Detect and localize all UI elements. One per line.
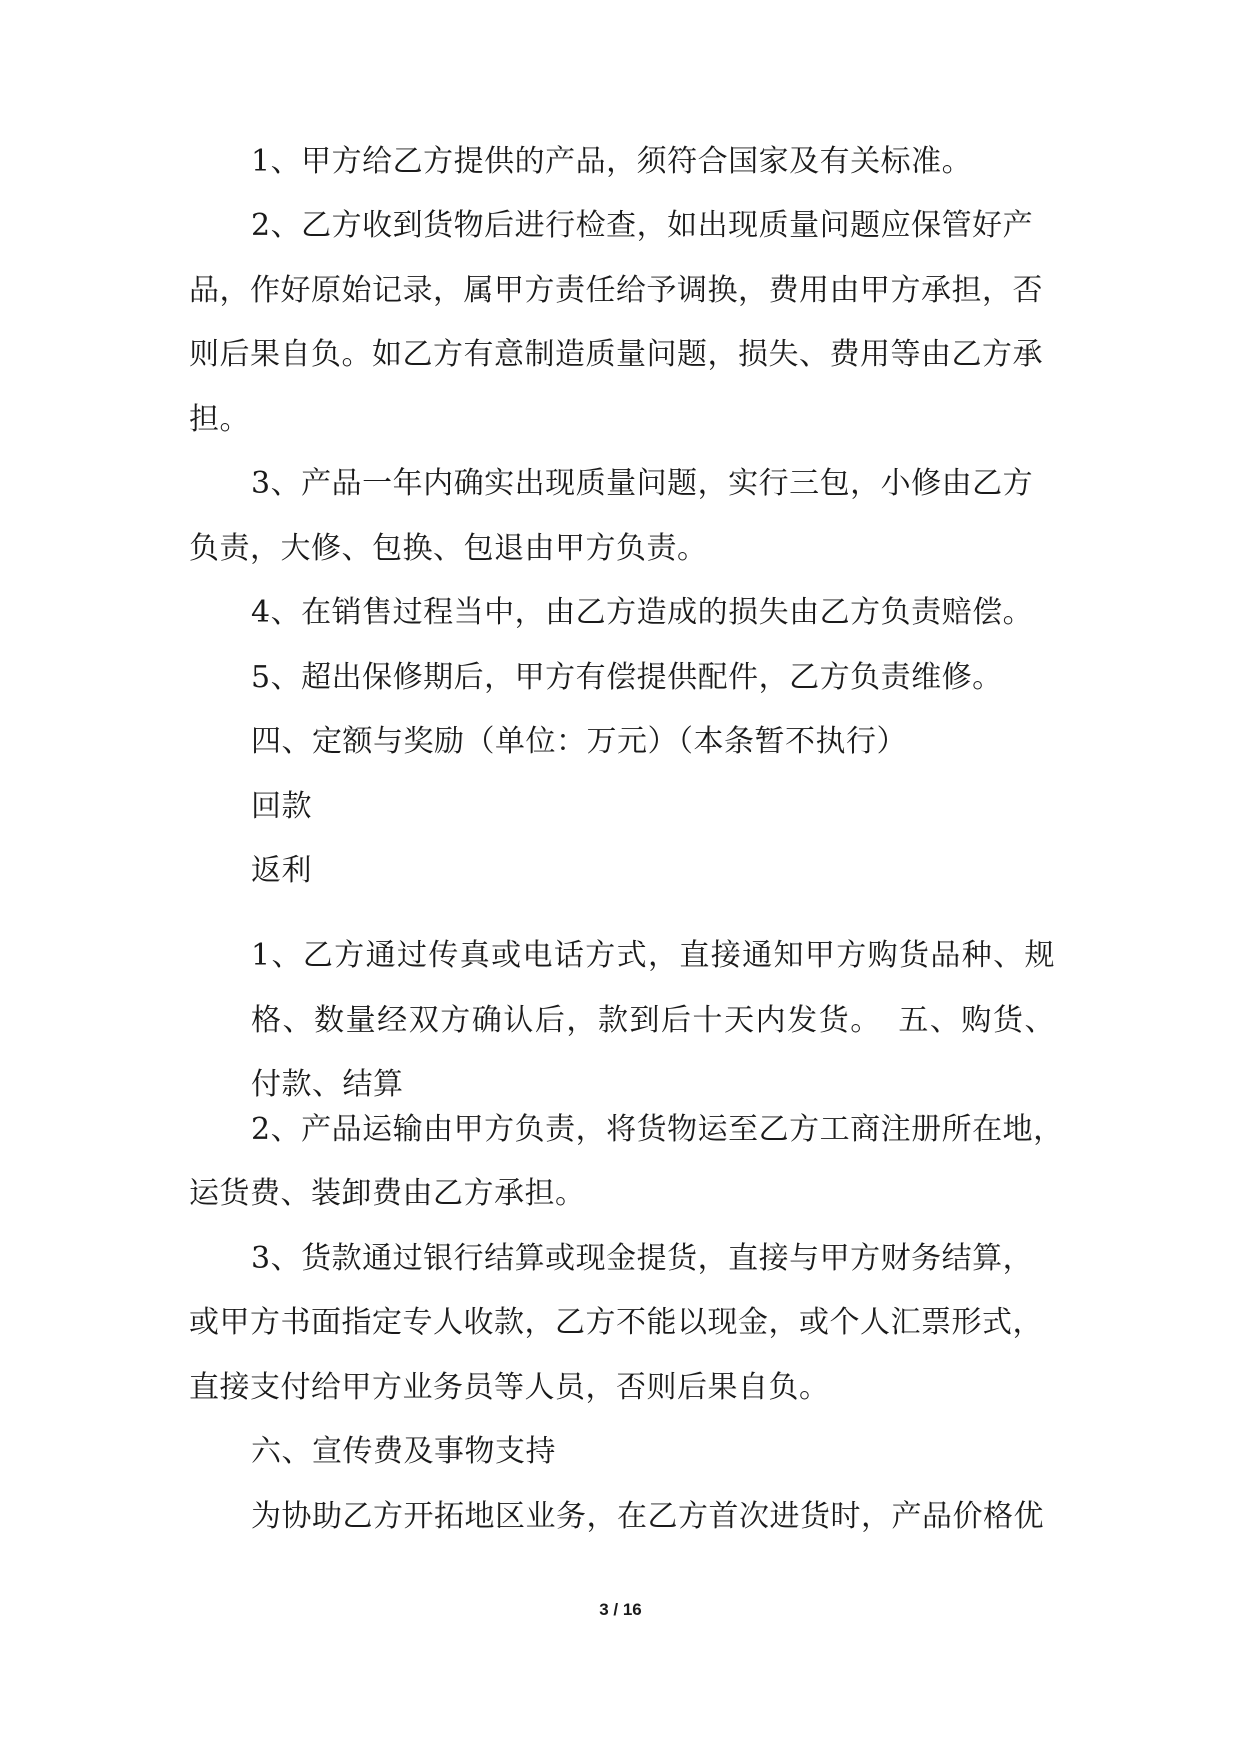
paragraph-line: 或甲方书面指定专人收款，乙方不能以现金，或个人汇票形式， (189, 1305, 1043, 1340)
paragraph-line: 3、产品一年内确实出现质量问题，实行三包，小修由乙方 (251, 466, 1034, 501)
paragraph-text: 1、乙方通过传真或电话方式，直接通知甲方购货品种、规格、数量经双方确认后，款到后十天内发货。 五、购货、付款、结算 (251, 938, 1055, 1102)
paragraph-line: 2、乙方收到货物后进行检查，如出现质量问题应保管好产 (251, 208, 1034, 243)
paragraph-line: 返利 (251, 853, 312, 888)
paragraph-line: 1、甲方给乙方提供的产品，须符合国家及有关标准。 (251, 144, 973, 179)
paragraph-line: 则后果自负。如乙方有意制造质量问题，损失、费用等由乙方承 (189, 337, 1043, 372)
paragraph-line: 品，作好原始记录，属甲方责任给予调换，费用由甲方承担，否 (189, 273, 1043, 308)
section-heading: 四、定额与奖励（单位：万元）（本条暂不执行） (251, 724, 907, 759)
paragraph-line: 3、货款通过银行结算或现金提货，直接与甲方财务结算， (251, 1241, 1034, 1276)
paragraph-line: 4、在销售过程当中，由乙方造成的损失由乙方负责赔偿。 (251, 595, 1034, 630)
paragraph-line: 负责，大修、包换、包退由甲方负责。 (189, 531, 708, 566)
page-number: 3 / 16 (599, 1600, 642, 1619)
paragraph-line: 担。 (189, 402, 250, 437)
paragraph-line: 5、超出保修期后，甲方有偿提供配件，乙方负责维修。 (251, 660, 1003, 695)
paragraph-line: 2、产品运输由甲方负责，将货物运至乙方工商注册所在地， (251, 1112, 1064, 1147)
paragraph-line: 直接支付给甲方业务员等人员，否则后果自负。 (189, 1370, 830, 1405)
paragraph-line: 回款 (251, 789, 312, 824)
paragraph-line: 为协助乙方开拓地区业务，在乙方首次进货时，产品价格优 (251, 1499, 1044, 1534)
section-heading: 六、宣传费及事物支持 (251, 1434, 556, 1469)
paragraph-line: 运货费、装卸费由乙方承担。 (189, 1176, 586, 1211)
paragraph (189, 924, 1055, 1118)
